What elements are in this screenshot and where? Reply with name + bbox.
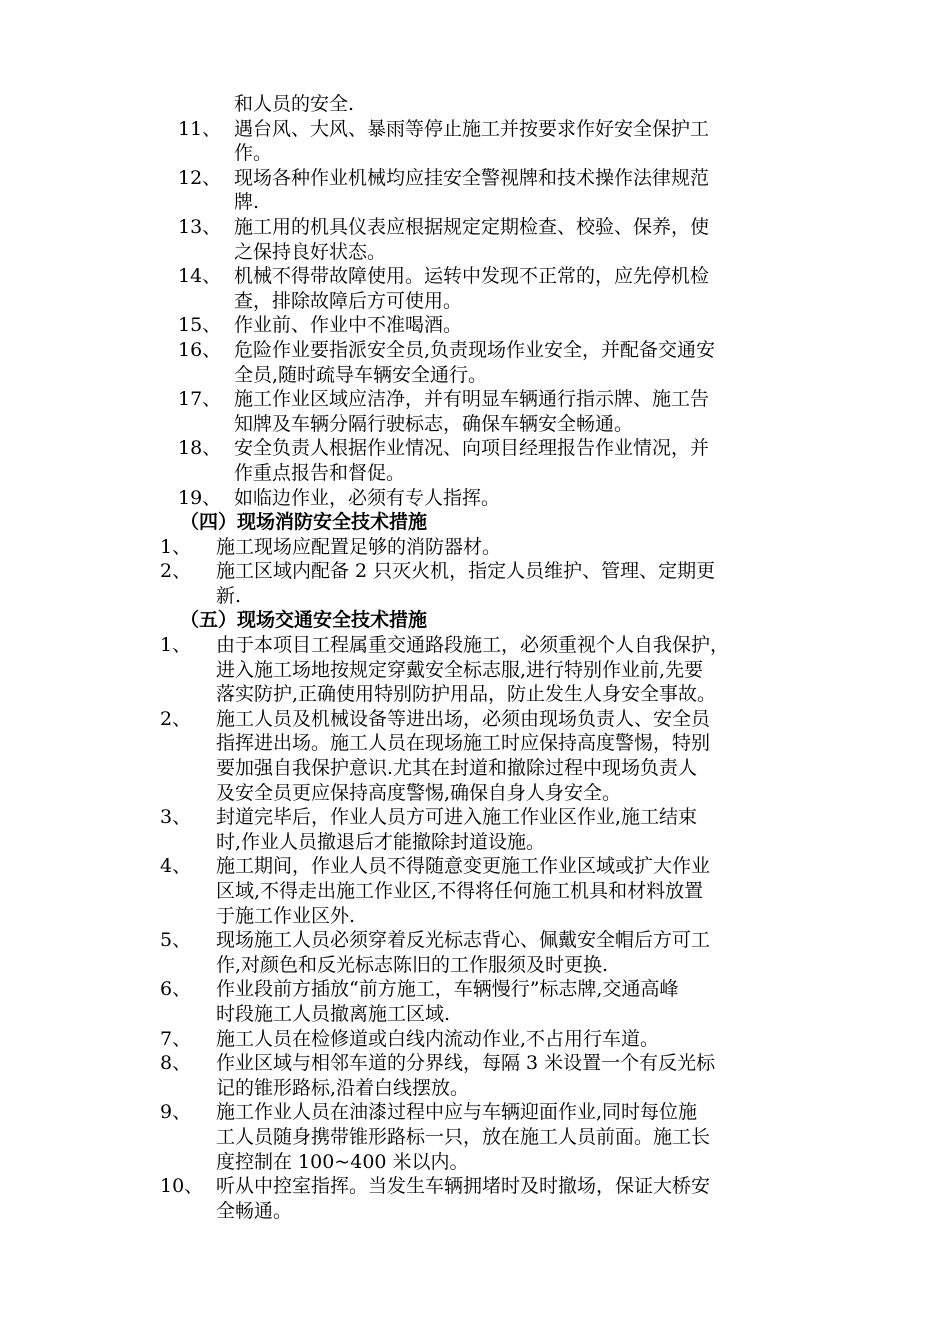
item-text <box>234 117 950 166</box>
item-text <box>234 486 950 511</box>
item-text-line: 要加强自我保护意识.尤其在封道和撤除过程中现场负责人 <box>216 757 698 780</box>
list-item <box>0 313 950 338</box>
item-number: 1、 <box>160 535 192 558</box>
item-number: 16、 <box>178 338 222 361</box>
list-item <box>0 559 950 608</box>
item-number: 2、 <box>160 560 192 583</box>
list-item <box>0 215 950 264</box>
item-text-line: 机械不得带故障使用。运转中发现不正常的，应先停机检 <box>234 265 710 288</box>
item-text-line: 施工现场应配置足够的消防器材。 <box>216 535 502 558</box>
list-item <box>0 338 950 387</box>
item-text <box>234 215 950 264</box>
item-text-line: 由于本项目工程属重交通路段施工，必须重视个人自我保护， <box>216 634 730 657</box>
section-heading-fire-safety: （四）现场消防安全技术措施 <box>180 511 428 534</box>
item-text <box>216 854 950 928</box>
item-text-line: 施工期间，作业人员不得随意变更施工作业区域或扩大作业 <box>216 855 711 878</box>
item-text-line: 全畅通。 <box>216 1199 293 1222</box>
item-text-line: 现场施工人员必须穿着反光标志背心、佩戴安全帽后方可工 <box>216 929 711 952</box>
item-text <box>216 1027 950 1052</box>
item-text <box>234 313 950 338</box>
item-text-line: 指挥进出场。施工人员在现场施工时应保持高度警惕，特别 <box>216 732 711 755</box>
item-text-line: 听从中控室指挥。当发生车辆拥堵时及时撤场，保证大桥安 <box>216 1175 711 1198</box>
item-text <box>216 1174 950 1223</box>
item-number: 15、 <box>178 314 222 337</box>
item-text-line: 及安全员更应保持高度警惕,确保自身人身安全。 <box>216 781 622 804</box>
item-text-line: 度控制在 100~400 米以内。 <box>216 1150 469 1173</box>
item-text <box>216 707 950 805</box>
item-number: 1、 <box>160 634 192 657</box>
item-number: 13、 <box>178 215 222 238</box>
item-text <box>234 264 950 313</box>
item-text-line: 危险作业要指派安全员,负责现场作业安全，并配备交通安 <box>234 338 716 361</box>
list-item <box>0 166 950 215</box>
item-text <box>216 535 950 560</box>
list-item <box>0 928 950 977</box>
item-text-line: 施工用的机具仪表应根据规定定期检查、校验、保养，使 <box>234 215 710 238</box>
item-text-line: 查，排除故障后方可使用。 <box>234 289 463 312</box>
document-page <box>0 92 950 1223</box>
item-text-line: 区域,不得走出施工作业区,不得将任何施工机具和材料放置 <box>216 880 704 902</box>
item-number: 6、 <box>160 978 192 1001</box>
item-number: 4、 <box>160 855 192 878</box>
item-text <box>216 805 950 854</box>
list-item <box>0 805 950 854</box>
item-number: 17、 <box>178 388 222 411</box>
item-text-line: 作业前、作业中不准喝酒。 <box>234 314 463 337</box>
item-text <box>216 977 950 1026</box>
item-text-line: 作重点报告和督促。 <box>234 461 406 484</box>
list-item <box>0 707 950 805</box>
item-number: 7、 <box>160 1027 192 1050</box>
item-text-line: 现场各种作业机械均应挂安全警视牌和技术操作法律规范 <box>234 166 710 189</box>
item-number: 18、 <box>178 437 222 460</box>
list-item <box>0 535 950 560</box>
item-text-line: 工人员随身携带锥形路标一只，放在施工人员前面。施工长 <box>216 1125 711 1148</box>
item-text-line: 作业段前方插放“前方施工，车辆慢行”标志牌,交通高峰 <box>216 978 679 1001</box>
list-item <box>0 486 950 511</box>
item-text-line: 施工人员及机械设备等进出场，必须由现场负责人、安全员 <box>216 707 711 730</box>
item-number: 3、 <box>160 806 192 829</box>
fire-safety-list <box>0 535 950 609</box>
item-text <box>234 436 950 485</box>
list-item <box>0 1100 950 1174</box>
item-text <box>234 387 950 436</box>
item-text-line: 遇台风、大风、暴雨等停止施工并按要求作好安全保护工 <box>234 117 710 140</box>
item-text-line: 新. <box>216 584 242 607</box>
item-text-line: 时,作业人员撤退后才能撤除封道设施。 <box>216 830 546 853</box>
continuation-line: 和人员的安全. <box>234 93 355 115</box>
item-text-line: 施工作业人员在油漆过程中应与车辆迎面作业,同时每位施 <box>216 1101 698 1124</box>
list-item <box>0 977 950 1026</box>
item-text-line: 施工作业区域应洁净，并有明显车辆通行指示牌、施工告 <box>234 388 710 411</box>
item-text-line: 记的锥形路标,沿着白线摆放。 <box>216 1076 470 1099</box>
item-text-line: 于施工作业区外. <box>216 904 356 927</box>
safety-items-list <box>0 117 950 511</box>
item-text-line: 落实防护,正确使用特别防护用品，防止发生人身安全事故。 <box>216 683 717 706</box>
list-item <box>0 854 950 928</box>
item-text-line: 知牌及车辆分隔行驶标志，确保车辆安全畅通。 <box>234 412 634 435</box>
item-text-line: 牌. <box>234 191 260 214</box>
item-number: 10、 <box>160 1175 204 1198</box>
item-text <box>216 559 950 608</box>
list-item <box>0 436 950 485</box>
section-heading-traffic-safety: （五）现场交通安全技术措施 <box>180 609 428 632</box>
item-text <box>216 1100 950 1174</box>
item-number: 8、 <box>160 1052 192 1075</box>
item-text-line: 之保持良好状态。 <box>234 240 387 263</box>
item-text-line: 时段施工人员撤离施工区域. <box>216 1002 451 1025</box>
item-text <box>216 1051 950 1100</box>
traffic-safety-list <box>0 633 950 1223</box>
list-item <box>0 117 950 166</box>
list-item <box>0 1174 950 1223</box>
list-item <box>0 1051 950 1100</box>
item-number: 2、 <box>160 707 192 730</box>
list-item <box>0 633 950 707</box>
item-number: 9、 <box>160 1101 192 1124</box>
item-text <box>234 166 950 215</box>
item-text <box>216 928 950 977</box>
item-number: 19、 <box>178 486 222 509</box>
list-item <box>0 1027 950 1052</box>
item-text-line: 作业区域与相邻车道的分界线，每隔 3 米设置一个有反光标 <box>216 1052 716 1075</box>
item-text-line: 如临边作业，必须有专人指挥。 <box>234 486 501 509</box>
item-number: 14、 <box>178 265 222 288</box>
item-number: 11、 <box>178 117 222 140</box>
list-item <box>0 387 950 436</box>
item-text-line: 封道完毕后，作业人员方可进入施工作业区作业,施工结束 <box>216 806 698 829</box>
item-number: 12、 <box>178 166 222 189</box>
item-text-line: 进入施工场地按规定穿戴安全标志服,进行特别作业前,先要 <box>216 658 704 681</box>
item-text-line: 全员,随时疏导车辆安全通行。 <box>234 363 488 386</box>
item-text-line: 作,对颜色和反光标志陈旧的工作服须及时更换. <box>216 953 609 976</box>
item-text <box>234 338 950 387</box>
item-text-line: 施工人员在检修道或白线内流动作业,不占用行车道。 <box>216 1027 660 1050</box>
item-number: 5、 <box>160 929 192 952</box>
item-text-line: 安全负责人根据作业情况、向项目经理报告作业情况，并 <box>234 437 710 460</box>
item-text <box>216 633 950 707</box>
item-text-line: 施工区域内配备 2 只灭火机，指定人员维护、管理、定期更 <box>216 560 716 583</box>
item-text-line: 作。 <box>234 142 273 165</box>
list-item <box>0 264 950 313</box>
